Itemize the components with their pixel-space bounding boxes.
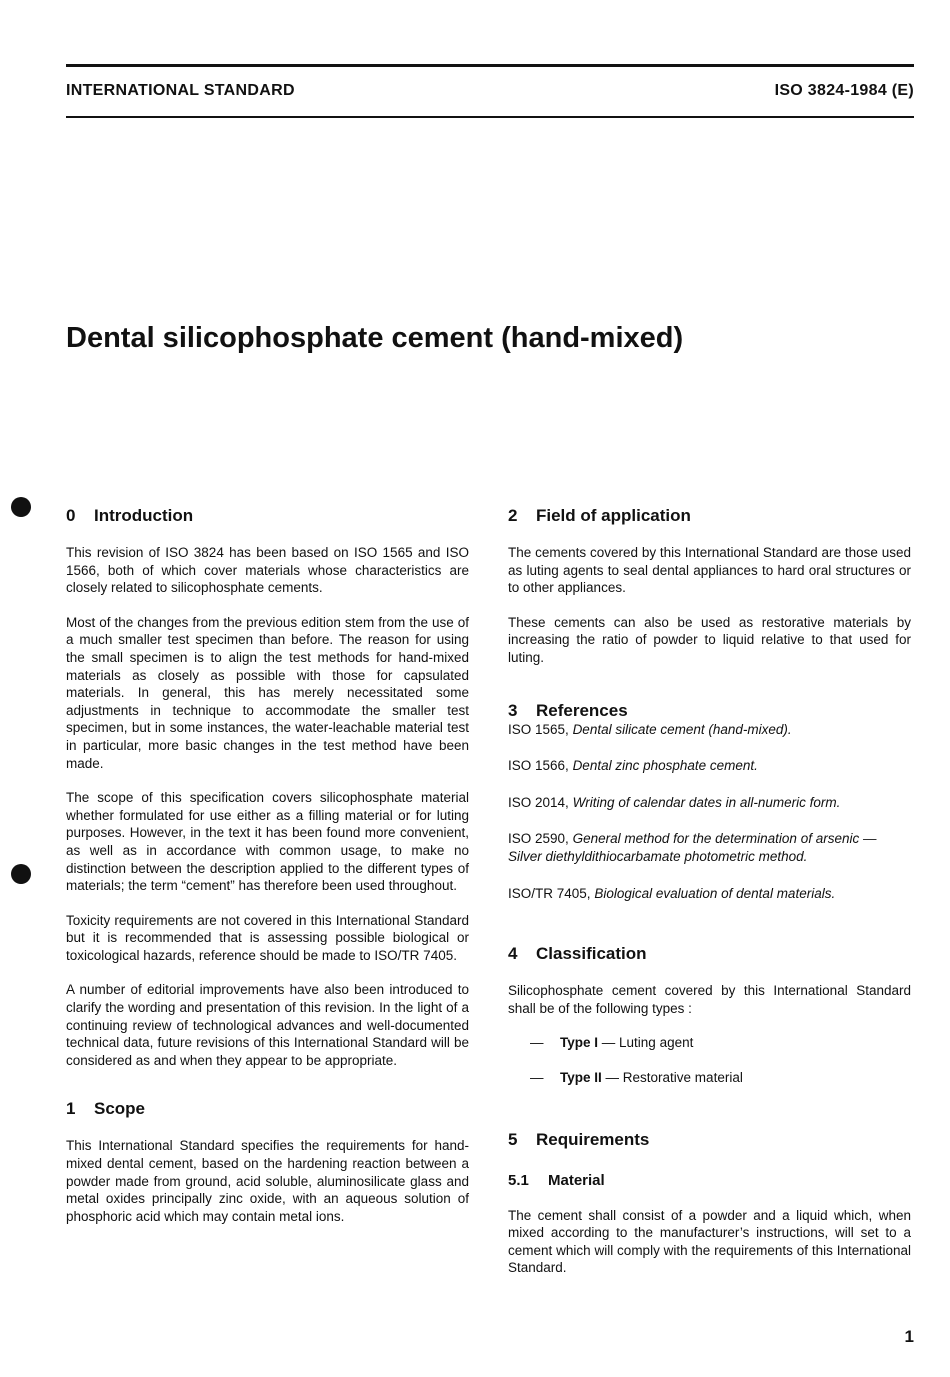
- section-5-heading: 5 Requirements: [508, 1129, 650, 1149]
- header-bottom-rule: [66, 116, 914, 118]
- material-paragraph: The cement shall consist of a powder and a liquid which, when mixed according to the manufacturer’s instructions, will set to a cement which will comply with the requirements of this International Standard.: [508, 1207, 911, 1276]
- header-top-rule: [66, 64, 914, 67]
- intro-paragraph-2: Most of the changes from the previous edition stem from the use of a much smaller test specimen than before. The reason for using the small specimen is to align the test methods for hand-mixed materials as closely as possible with those for capsulated materials. In general, this has merely necessitated some adjustments in technique to accommodate the smaller test specimen, but in some instances, the water-leachable material test in particular, more basic changes in the test method have been made.: [66, 614, 469, 771]
- header-right: ISO 3824-1984 (E): [774, 82, 914, 99]
- type-list-item: — Type I — Luting agent: [530, 1035, 694, 1051]
- punch-hole-top: [11, 497, 31, 517]
- reference-item: ISO/TR 7405, Biological evaluation of dental materials.: [508, 885, 836, 901]
- reference-item: ISO 1566, Dental zinc phosphate cement.: [508, 758, 758, 774]
- type-list-item: — Type II — Restorative material: [530, 1069, 743, 1085]
- section-5-1-heading: 5.1 Material: [508, 1171, 605, 1189]
- page-number: 1: [904, 1327, 914, 1346]
- intro-paragraph-4: Toxicity requirements are not covered in this International Standard but it is recommended that is assessing possible biological or toxicological hazards, reference should be made to ISO/TR 7405.: [66, 912, 469, 963]
- section-3-heading: 3 References: [508, 700, 628, 720]
- section-1-heading: 1 Scope: [66, 1099, 146, 1119]
- document-title: Dental silicophosphate cement (hand-mixed): [66, 322, 684, 354]
- section-2-heading: 2 Field of application: [508, 506, 691, 525]
- intro-paragraph-5: A number of editorial improvements have also been introduced to clarify the wording and presentation of this revision. In the light of a continuing review of technological advances and well-documented technical data, future revisions of this International Standard will be considered as and when they appear to be appropriate.: [66, 982, 469, 1068]
- reference-item: ISO 2590, General method for the determination of arsenic — Silver diethyldithiocarbamate photometric method.: [508, 831, 877, 864]
- scope-paragraph: This International Standard specifies the requirements for hand-mixed dental cement, based on the hardening reaction between a powder made from ground, acid soluble, aluminosilicate glass and metal oxides principally zinc oxide, with an aqueous solution of phosphoric acid which may contain metal ions.: [66, 1138, 469, 1224]
- reference-item: ISO 1565, Dental silicate cement (hand-mixed).: [508, 721, 792, 737]
- section-4-heading: 4 Classification: [508, 944, 647, 964]
- field-paragraph-2: These cements can also be used as restorative materials by increasing the ratio of powder to liquid relative to that used for luting.: [508, 614, 911, 665]
- header-left: INTERNATIONAL STANDARD: [66, 82, 295, 99]
- left-column: [66, 506, 469, 1225]
- field-paragraph-1: The cements covered by this International Standard are those used as luting agents to seal dental appliances to hard oral structures or to other appliances.: [508, 545, 911, 596]
- right-column: [508, 506, 911, 1277]
- intro-paragraph-1: This revision of ISO 3824 has been based on ISO 1565 and ISO 1566, both of which cover materials whose characteristics are closely related to silicophosphate cements.: [66, 545, 469, 596]
- reference-item: ISO 2014, Writing of calendar dates in all-numeric form.: [508, 794, 841, 810]
- intro-paragraph-3: The scope of this specification covers silicophosphate material whether formulated for use either as a filling material or for luting purposes. However, in the text it has been found more convenient, as well as in accordance with common usage, to make no distinction between the description applied to the different types of materials; the term “cement” has therefore been used throughout.: [66, 790, 469, 894]
- punch-hole-middle: [11, 864, 31, 884]
- classification-paragraph: Silicophosphate cement covered by this International Standard shall be of the following types :: [508, 983, 911, 1016]
- section-0-heading: 0 Introduction: [66, 506, 194, 525]
